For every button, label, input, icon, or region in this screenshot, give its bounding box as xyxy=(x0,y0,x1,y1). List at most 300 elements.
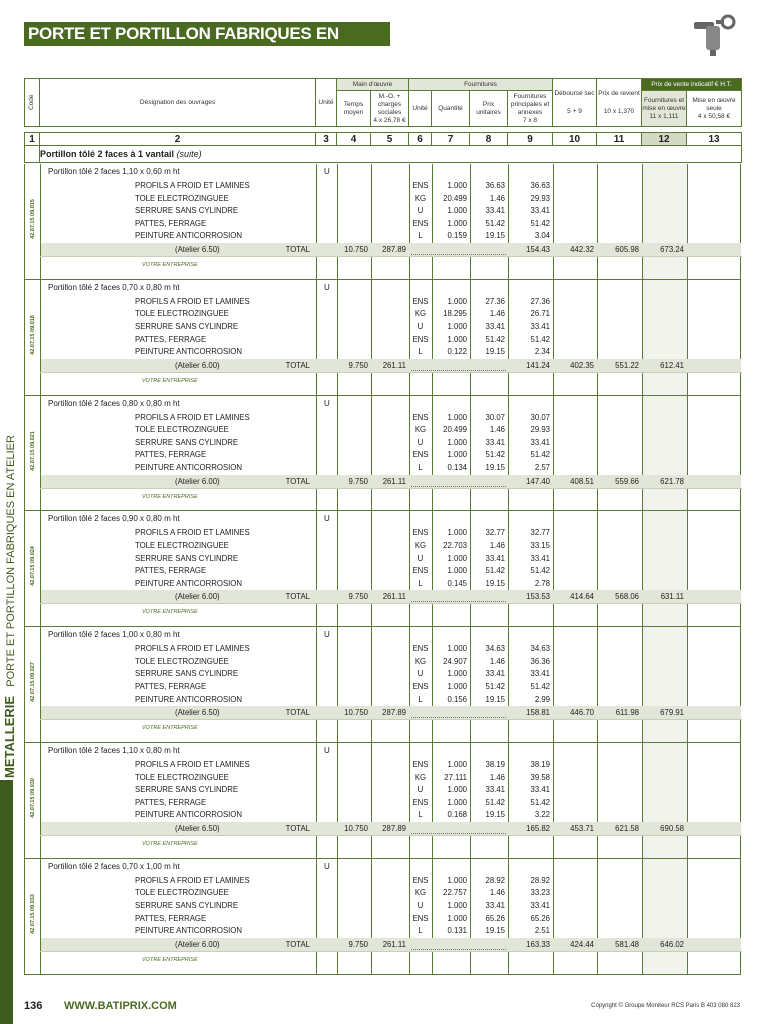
item-cell: 33.41 xyxy=(485,785,505,795)
item-cell: 0.156 xyxy=(447,694,467,704)
item-cell: 33.41 xyxy=(530,206,550,216)
item-cell: 65.26 xyxy=(485,913,505,923)
item-cell: 22.703 xyxy=(443,540,467,550)
mo-value: 261.11 xyxy=(382,592,406,602)
item-cell: 1.000 xyxy=(447,296,467,306)
item-cell: 1.46 xyxy=(489,309,505,319)
item-cell: 1.46 xyxy=(489,656,505,666)
entry-block xyxy=(24,396,741,512)
item-cell: TOLE ELECTROZINGUEE xyxy=(135,540,229,550)
item-cell: 2.99 xyxy=(534,694,550,704)
item-cell: 51.42 xyxy=(530,797,550,807)
mo-value: 287.89 xyxy=(382,708,406,718)
item-cell: PATTES, FERRAGE xyxy=(135,797,207,807)
item-cell: 51.42 xyxy=(485,566,505,576)
colnum: 7 xyxy=(432,133,470,146)
item-cell: ENS xyxy=(412,681,429,691)
item-cell: SERRURE SANS CYLINDRE xyxy=(135,321,239,331)
spray-gun-icon xyxy=(690,14,740,58)
item-cell: PROFILS A FROID ET LAMINES xyxy=(135,412,250,422)
temps-value: 10.750 xyxy=(344,824,368,833)
item-cell: 38.19 xyxy=(485,760,505,769)
debourse-value: 442.32 xyxy=(570,245,594,254)
item-cell: 34.63 xyxy=(530,644,550,654)
entry-block xyxy=(24,280,741,396)
item-cell: PROFILS A FROID ET LAMINES xyxy=(135,760,250,769)
mo-value: 287.89 xyxy=(382,824,406,833)
item-cell: L xyxy=(418,231,423,241)
item-cell: 32.77 xyxy=(485,528,505,538)
page-title: PORTE ET PORTILLON FABRIQUES EN ATELIER xyxy=(24,22,390,46)
item-cell: ENS xyxy=(412,644,429,654)
item-cell: PATTES, FERRAGE xyxy=(135,450,207,460)
fmo-head: Fournitures et mise en œuvre 11 x 1,111 xyxy=(642,91,687,127)
item-cell: TOLE ELECTROZINGUEE xyxy=(135,888,229,898)
item-cell: SERRURE SANS CYLINDRE xyxy=(135,437,239,447)
debourse-head: Déboursé sec 5 + 9 xyxy=(553,79,597,127)
colnum: 5 xyxy=(371,133,409,146)
item-cell: 1.000 xyxy=(447,875,467,885)
item-cell: 1.000 xyxy=(447,181,467,190)
item-cell: ENS xyxy=(412,181,429,190)
debourse-value: 408.51 xyxy=(570,476,594,486)
item-cell: PATTES, FERRAGE xyxy=(135,681,207,691)
entry-title: Portillon tôlé 2 faces 0,90 x 0,80 m ht xyxy=(48,514,180,524)
colnum: 4 xyxy=(337,133,371,146)
entry-title: Portillon tôlé 2 faces 0,70 x 0,80 m ht xyxy=(48,282,180,292)
f-unite-head: Unité xyxy=(409,91,432,127)
item-cell: L xyxy=(418,347,423,357)
entry-code: 42.07.15 09.018 xyxy=(30,314,36,355)
item-cell: 30.07 xyxy=(530,412,550,422)
site-link[interactable]: WWW.BATIPRIX.COM xyxy=(64,1000,177,1012)
item-cell: 33.41 xyxy=(485,206,505,216)
item-cell: 19.15 xyxy=(485,347,505,357)
debourse-value: 446.70 xyxy=(570,708,594,718)
item-cell: 51.42 xyxy=(485,797,505,807)
item-cell: 1.000 xyxy=(447,218,467,228)
item-cell: PEINTURE ANTICORROSION xyxy=(135,231,243,241)
entry-title: Portillon tôlé 2 faces 0,70 x 1,00 m ht xyxy=(48,861,180,871)
fourn-value: 158.81 xyxy=(526,708,550,718)
total-label: TOTAL xyxy=(285,824,310,833)
item-cell: U xyxy=(417,321,424,331)
item-cell: PEINTURE ANTICORROSION xyxy=(135,810,243,820)
item-cell: TOLE ELECTROZINGUEE xyxy=(135,772,229,782)
fmo-value: 631.11 xyxy=(660,592,684,602)
item-cell: U xyxy=(417,669,424,679)
temps-value: 9.750 xyxy=(348,476,368,486)
item-cell: 3.22 xyxy=(534,810,550,820)
item-cell: 33.41 xyxy=(530,669,550,679)
item-cell: L xyxy=(418,810,423,820)
item-cell: PEINTURE ANTICORROSION xyxy=(135,578,243,588)
entry-unit: U xyxy=(324,167,330,176)
atelier-label: (Atelier 6.00) xyxy=(175,939,220,949)
item-cell: PATTES, FERRAGE xyxy=(135,218,207,228)
fourn-principales-head: Fournitures principales et annexes 7 x 8 xyxy=(508,91,553,127)
section-heading xyxy=(25,146,742,163)
mo-value: 261.11 xyxy=(382,360,406,370)
item-cell: 29.93 xyxy=(530,425,550,435)
entry-title: Portillon tôlé 2 faces 1,10 x 0,60 m ht xyxy=(48,167,180,176)
item-cell: SERRURE SANS CYLINDRE xyxy=(135,785,239,795)
item-cell: 30.07 xyxy=(485,412,505,422)
entry-code: 42.07.15 09.021 xyxy=(30,430,36,471)
item-cell: PATTES, FERRAGE xyxy=(135,566,207,576)
item-cell: 24.907 xyxy=(443,656,467,666)
item-cell: ENS xyxy=(412,412,429,422)
item-cell: SERRURE SANS CYLINDRE xyxy=(135,206,239,216)
item-cell: SERRURE SANS CYLINDRE xyxy=(135,669,239,679)
item-cell: ENS xyxy=(412,797,429,807)
item-cell: TOLE ELECTROZINGUEE xyxy=(135,425,229,435)
prix-unitaires-head: Prix unitaires xyxy=(470,91,508,127)
entry-block xyxy=(24,164,741,280)
item-cell: L xyxy=(418,926,423,936)
item-cell: 29.93 xyxy=(530,193,550,203)
item-cell: 1.000 xyxy=(447,669,467,679)
item-cell: 33.41 xyxy=(530,321,550,331)
item-cell: 38.19 xyxy=(530,760,550,769)
item-cell: 19.15 xyxy=(485,578,505,588)
item-cell: PROFILS A FROID ET LAMINES xyxy=(135,296,250,306)
item-cell: 1.000 xyxy=(447,913,467,923)
item-cell: ENS xyxy=(412,566,429,576)
item-cell: KG xyxy=(414,540,427,550)
item-cell: 27.36 xyxy=(485,296,505,306)
atelier-label: (Atelier 6.50) xyxy=(175,708,220,718)
item-cell: 0.131 xyxy=(447,926,467,936)
item-cell: 1.000 xyxy=(447,450,467,460)
item-cell: PEINTURE ANTICORROSION xyxy=(135,347,243,357)
atelier-label: (Atelier 6.00) xyxy=(175,360,220,370)
item-cell: 19.15 xyxy=(485,926,505,936)
item-cell: L xyxy=(418,462,423,472)
item-cell: ENS xyxy=(412,334,429,344)
fmo-value: 646.02 xyxy=(660,939,684,949)
item-cell: 1.46 xyxy=(489,888,505,898)
item-cell: 0.168 xyxy=(447,810,467,820)
item-cell: 20.499 xyxy=(443,425,467,435)
entry-title: Portillon tôlé 2 faces 1,00 x 0,80 m ht xyxy=(48,630,180,640)
item-cell: 0.159 xyxy=(447,231,467,241)
item-cell: 65.26 xyxy=(530,913,550,923)
side-bar xyxy=(0,780,13,1024)
item-cell: 1.000 xyxy=(447,681,467,691)
revient-value: 551.22 xyxy=(615,360,639,370)
colnum: 3 xyxy=(316,133,337,146)
mo-head: M.-O. + charges sociales 4 x 26,78 € xyxy=(371,91,409,127)
total-label: TOTAL xyxy=(285,476,310,486)
revient-value: 611.98 xyxy=(615,708,639,718)
entry-code: 42.07.15 09.027 xyxy=(30,662,36,703)
mo-value: 261.11 xyxy=(382,476,406,486)
debourse-value: 402.35 xyxy=(570,360,594,370)
item-cell: ENS xyxy=(412,913,429,923)
item-cell: 2.78 xyxy=(534,578,550,588)
entry-unit: U xyxy=(324,861,330,871)
temps-value: 10.750 xyxy=(344,245,368,254)
temps-value: 9.750 xyxy=(348,592,368,602)
item-cell: 28.92 xyxy=(485,875,505,885)
item-cell: 51.42 xyxy=(530,681,550,691)
temps-value: 10.750 xyxy=(344,708,368,718)
total-label: TOTAL xyxy=(285,592,310,602)
entry-unit: U xyxy=(324,514,330,524)
item-cell: U xyxy=(417,900,424,910)
item-cell: 39.58 xyxy=(530,772,550,782)
item-cell: 33.41 xyxy=(485,437,505,447)
item-cell: TOLE ELECTROZINGUEE xyxy=(135,309,229,319)
section-suffix: (suite) xyxy=(176,149,202,159)
revient-value: 559.66 xyxy=(615,476,639,486)
votre-entreprise-label: VOTRE ENTREPRISE xyxy=(142,725,198,732)
col-code-head: Code xyxy=(25,79,40,127)
entry-block xyxy=(24,627,741,743)
item-cell: 1.000 xyxy=(447,797,467,807)
entry-unit: U xyxy=(324,398,330,408)
item-cell: 34.63 xyxy=(485,644,505,654)
item-cell: 22.757 xyxy=(443,888,467,898)
item-cell: 1.000 xyxy=(447,644,467,654)
col-unite-head: Unité xyxy=(316,79,337,127)
fournitures-head: Fournitures xyxy=(409,79,553,91)
colnum: 6 xyxy=(409,133,432,146)
entry-title: Portillon tôlé 2 faces 1,10 x 0,80 m ht xyxy=(48,746,180,755)
total-label: TOTAL xyxy=(285,245,310,254)
item-cell: PATTES, FERRAGE xyxy=(135,913,207,923)
colnum: 9 xyxy=(508,133,553,146)
side-label-sub: PORTE ET PORTILLON FABRIQUES EN ATELIER xyxy=(5,435,17,687)
item-cell: 20.499 xyxy=(443,193,467,203)
item-cell: PROFILS A FROID ET LAMINES xyxy=(135,528,250,538)
item-cell: PATTES, FERRAGE xyxy=(135,334,207,344)
fmo-value: 621.78 xyxy=(660,476,684,486)
item-cell: 1.000 xyxy=(447,760,467,769)
item-cell: ENS xyxy=(412,760,429,769)
item-cell: 51.42 xyxy=(530,450,550,460)
item-cell: TOLE ELECTROZINGUEE xyxy=(135,656,229,666)
fmo-value: 673.24 xyxy=(660,245,684,254)
mo-seule-head: Mise en œuvre seule 4 x 50,58 € xyxy=(687,91,742,127)
debourse-value: 414.64 xyxy=(570,592,594,602)
temps-value: 9.750 xyxy=(348,939,368,949)
item-cell: 1.000 xyxy=(447,528,467,538)
colnum: 2 xyxy=(40,133,316,146)
total-label: TOTAL xyxy=(285,360,310,370)
item-cell: 36.63 xyxy=(530,181,550,190)
item-cell: PROFILS A FROID ET LAMINES xyxy=(135,644,250,654)
item-cell: ENS xyxy=(412,450,429,460)
item-cell: 19.15 xyxy=(485,231,505,241)
item-cell: 51.42 xyxy=(485,681,505,691)
item-cell: SERRURE SANS CYLINDRE xyxy=(135,900,239,910)
item-cell: U xyxy=(417,437,424,447)
colnum: 13 xyxy=(687,133,742,146)
item-cell: KG xyxy=(414,656,427,666)
item-cell: 33.41 xyxy=(485,553,505,563)
item-cell: 1.000 xyxy=(447,334,467,344)
item-cell: 1.000 xyxy=(447,566,467,576)
section-title: Portillon tôlé 2 faces à 1 vantail xyxy=(40,149,175,159)
revient-value: 581.48 xyxy=(615,939,639,949)
entry-block xyxy=(24,859,741,975)
item-cell: PEINTURE ANTICORROSION xyxy=(135,462,243,472)
entry-title: Portillon tôlé 2 faces 0,80 x 0,80 m ht xyxy=(48,398,180,408)
debourse-value: 424.44 xyxy=(570,939,594,949)
revient-value: 568.06 xyxy=(615,592,639,602)
total-label: TOTAL xyxy=(285,708,310,718)
item-cell: 2.51 xyxy=(534,926,550,936)
colnum: 10 xyxy=(553,133,597,146)
temps-value: 9.750 xyxy=(348,360,368,370)
total-label: TOTAL xyxy=(285,939,310,949)
item-cell: 51.42 xyxy=(485,450,505,460)
item-cell: 1.000 xyxy=(447,206,467,216)
item-cell: 33.41 xyxy=(485,900,505,910)
votre-entreprise-label: VOTRE ENTREPRISE xyxy=(142,262,198,268)
item-cell: KG xyxy=(414,193,427,203)
revient-value: 605.98 xyxy=(615,245,639,254)
page-number: 136 xyxy=(24,1000,43,1012)
fourn-value: 154.43 xyxy=(526,245,550,254)
item-cell: 0.134 xyxy=(447,462,467,472)
quantite-head: Quantité xyxy=(432,91,470,127)
item-cell: ENS xyxy=(412,528,429,538)
copyright: Copyright © Groupe Moniteur RCS Paris B 403 080 823 xyxy=(591,1003,740,1009)
fourn-value: 163.33 xyxy=(526,939,550,949)
entry-code: 42.07.15 09.030 xyxy=(30,778,36,818)
item-cell: SERRURE SANS CYLINDRE xyxy=(135,553,239,563)
colnum: 11 xyxy=(597,133,642,146)
item-cell: PEINTURE ANTICORROSION xyxy=(135,694,243,704)
fourn-value: 141.24 xyxy=(526,360,550,370)
entry-code: 42.07.15 09.015 xyxy=(30,199,36,239)
item-cell: 33.41 xyxy=(485,669,505,679)
column-numbers-row xyxy=(25,133,742,146)
item-cell: 19.15 xyxy=(485,694,505,704)
entry-unit: U xyxy=(324,282,330,292)
item-cell: 0.122 xyxy=(447,347,467,357)
entry-unit: U xyxy=(324,630,330,640)
item-cell: U xyxy=(417,206,424,216)
side-label xyxy=(2,435,17,778)
item-cell: 33.41 xyxy=(485,321,505,331)
prix-vente-head: Prix de vente indicatif € H.T. xyxy=(642,79,742,91)
mo-value: 287.89 xyxy=(382,245,406,254)
fourn-value: 165.82 xyxy=(526,824,550,833)
item-cell: 2.57 xyxy=(534,462,550,472)
item-cell: 36.36 xyxy=(530,656,550,666)
item-cell: 28.92 xyxy=(530,875,550,885)
item-cell: PEINTURE ANTICORROSION xyxy=(135,926,243,936)
atelier-label: (Atelier 6.00) xyxy=(175,476,220,486)
item-cell: 1.000 xyxy=(447,437,467,447)
item-cell: 33.41 xyxy=(530,785,550,795)
item-cell: ENS xyxy=(412,218,429,228)
item-cell: KG xyxy=(414,309,427,319)
item-cell: 1.46 xyxy=(489,772,505,782)
main-oeuvre-head: Main d'œuvre xyxy=(337,79,409,91)
item-cell: U xyxy=(417,785,424,795)
entry-unit: U xyxy=(324,746,330,755)
item-cell: 1.46 xyxy=(489,193,505,203)
item-cell: 1.000 xyxy=(447,553,467,563)
item-cell: 26.71 xyxy=(530,309,550,319)
item-cell: 36.63 xyxy=(485,181,505,190)
entry-block xyxy=(24,743,741,859)
item-cell: L xyxy=(418,578,423,588)
item-cell: 1.000 xyxy=(447,785,467,795)
item-cell: PROFILS A FROID ET LAMINES xyxy=(135,181,250,190)
item-cell: 1.000 xyxy=(447,412,467,422)
atelier-label: (Atelier 6.50) xyxy=(175,824,220,833)
item-cell: KG xyxy=(414,772,427,782)
fmo-value: 679.91 xyxy=(660,708,684,718)
temps-head: Temps moyen xyxy=(337,91,371,127)
entry-code: 42.07.15 09.024 xyxy=(30,546,36,587)
price-table xyxy=(24,78,742,163)
item-cell: 33.23 xyxy=(530,888,550,898)
item-cell: 33.41 xyxy=(530,553,550,563)
prix-revient-head: Prix de revient 10 x 1,370 xyxy=(597,79,642,127)
fourn-value: 147.40 xyxy=(526,476,550,486)
fourn-value: 153.53 xyxy=(526,592,550,602)
item-cell: 27.36 xyxy=(530,296,550,306)
item-cell: PROFILS A FROID ET LAMINES xyxy=(135,875,250,885)
item-cell: 1.46 xyxy=(489,425,505,435)
item-cell: 51.42 xyxy=(485,334,505,344)
votre-entreprise-label: VOTRE ENTREPRISE xyxy=(142,377,198,384)
item-cell: 1.000 xyxy=(447,321,467,331)
item-cell: 1.000 xyxy=(447,900,467,910)
item-cell: 51.42 xyxy=(485,218,505,228)
item-cell: 2.34 xyxy=(534,347,550,357)
votre-entreprise-label: VOTRE ENTREPRISE xyxy=(142,956,198,963)
item-cell: 51.42 xyxy=(530,334,550,344)
atelier-label: (Atelier 6.00) xyxy=(175,592,220,602)
item-cell: ENS xyxy=(412,875,429,885)
entry-block xyxy=(24,511,741,627)
atelier-label: (Atelier 6.50) xyxy=(175,245,220,254)
side-label-main: METALLERIE xyxy=(2,695,17,778)
item-cell: 27.111 xyxy=(444,772,467,782)
votre-entreprise-label: VOTRE ENTREPRISE xyxy=(142,493,198,500)
item-cell: 18.295 xyxy=(443,309,467,319)
item-cell: TOLE ELECTROZINGUEE xyxy=(135,193,229,203)
item-cell: 1.46 xyxy=(489,540,505,550)
votre-entreprise-label: VOTRE ENTREPRISE xyxy=(142,609,198,616)
fmo-value: 690.58 xyxy=(660,824,684,833)
item-cell: KG xyxy=(414,425,427,435)
item-cell: 3.04 xyxy=(534,231,550,241)
mo-value: 261.11 xyxy=(382,939,406,949)
item-cell: KG xyxy=(414,888,427,898)
item-cell: 19.15 xyxy=(485,810,505,820)
fmo-value: 612.41 xyxy=(660,360,684,370)
revient-value: 621.58 xyxy=(615,824,639,833)
item-cell: U xyxy=(417,553,424,563)
col-designation-head: Désignation des ouvrages xyxy=(40,79,316,127)
item-cell: 19.15 xyxy=(485,462,505,472)
item-cell: 33.41 xyxy=(530,437,550,447)
item-cell: ENS xyxy=(412,296,429,306)
item-cell: 33.41 xyxy=(530,900,550,910)
colnum: 12 xyxy=(642,133,687,146)
item-cell: 0.145 xyxy=(447,578,467,588)
item-cell: 51.42 xyxy=(530,218,550,228)
